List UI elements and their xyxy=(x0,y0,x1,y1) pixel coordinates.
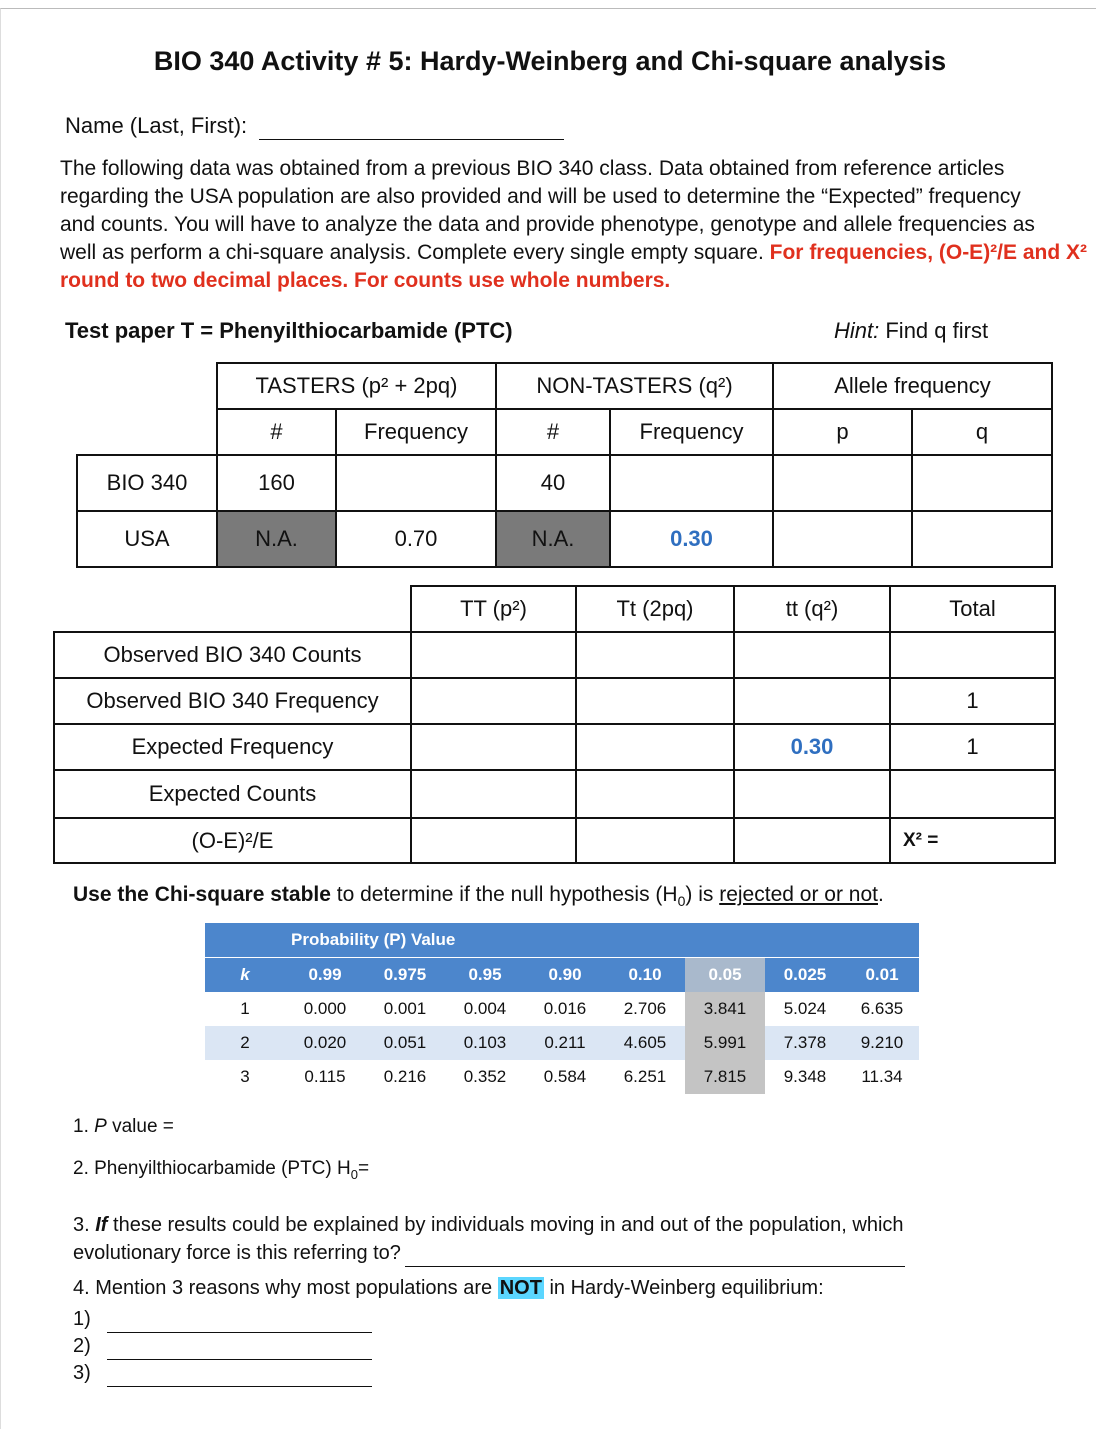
row-label-observed-counts: Observed BIO 340 Counts xyxy=(54,632,411,678)
p-value-header: 0.025 xyxy=(765,958,845,993)
test-paper-label: Test paper T = Phenyilthiocarbamide (PTC) xyxy=(65,318,513,343)
row-label-expected-counts: Expected Counts xyxy=(54,770,411,818)
expected-frequency-TT[interactable] xyxy=(411,724,576,770)
intro-line xyxy=(60,239,1090,267)
tasters-header: TASTERS (p² + 2pq) xyxy=(217,363,496,409)
question-4-text-end: in Hardy-Weinberg equilibrium: xyxy=(543,1277,824,1299)
p-value-header: 0.90 xyxy=(525,958,605,993)
chi-instruction-sub: 0 xyxy=(677,893,686,910)
row-label-bio340: BIO 340 xyxy=(77,455,217,511)
critical-value: 0.051 xyxy=(383,1033,427,1052)
hint xyxy=(834,318,988,344)
usa-tasters-count: N.A. xyxy=(217,511,336,567)
question-1-number: 1. xyxy=(73,1116,95,1137)
chi-instruction-text: to determine if the null hypothesis (H xyxy=(330,883,678,906)
p-value-header: 0.95 xyxy=(445,958,525,993)
intro-red-text: For frequencies, (O-E)²/E and X² xyxy=(769,241,1088,264)
chi-component-TT[interactable] xyxy=(411,818,576,863)
question-2 xyxy=(73,1158,369,1182)
tt-homozygous-dominant-header: TT (p²) xyxy=(411,586,576,632)
observed-frequency-tt[interactable] xyxy=(734,678,890,724)
observed-counts-total[interactable] xyxy=(890,632,1055,678)
critical-value: 0.103 xyxy=(463,1033,507,1052)
critical-value: 9.348 xyxy=(783,1067,827,1086)
q-header: q xyxy=(912,409,1052,455)
question-4-not-highlight: NOT xyxy=(499,1277,542,1299)
observed-counts-Tt[interactable] xyxy=(576,632,734,678)
probability-caption: Probability (P) Value xyxy=(285,923,919,958)
p-value-header: 0.99 xyxy=(285,958,365,993)
critical-value: 0.000 xyxy=(303,999,347,1018)
bio340-p-cell[interactable] xyxy=(773,455,912,511)
name-row xyxy=(65,112,564,140)
question-3-if: If xyxy=(95,1214,108,1236)
k-header: k xyxy=(205,958,285,993)
tasters-frequency-header: Frequency xyxy=(336,409,496,455)
allele-frequency-header: Allele frequency xyxy=(773,363,1052,409)
chi-instruction: Use the Chi-square stable to determine if the null hypothesis $(H_0)$ is rejected or or not. xyxy=(73,883,884,910)
question-1-text: value = xyxy=(106,1116,174,1137)
question-2-sub: 0 xyxy=(350,1166,358,1182)
critical-value: 0.004 xyxy=(463,999,507,1018)
intro-line: and counts. You will have to analyze the data and provide phenotype, genotype and allele frequencies as xyxy=(60,213,1035,236)
p-value-header: 0.975 xyxy=(365,958,445,993)
chi-component-tt[interactable] xyxy=(734,818,890,863)
intro-line: The following data was obtained from a previous BIO 340 class. Data obtained from reference articles xyxy=(60,157,1005,180)
critical-value: 0.584 xyxy=(543,1067,587,1086)
answer-line[interactable] xyxy=(107,1341,372,1360)
observed-counts-tt[interactable] xyxy=(734,632,890,678)
question-3-line-1 xyxy=(73,1211,1083,1239)
expected-counts-TT[interactable] xyxy=(411,770,576,818)
chi-instruction-bold: Use the Chi-square stable xyxy=(73,883,331,906)
bio340-non-tasters-frequency-cell[interactable] xyxy=(610,455,773,511)
observed-frequency-Tt[interactable] xyxy=(576,678,734,724)
name-label: Name (Last, First): xyxy=(65,113,248,138)
usa-non-tasters-frequency: 0.30 xyxy=(610,511,773,567)
observed-frequency-TT[interactable] xyxy=(411,678,576,724)
critical-value: 0.352 xyxy=(463,1067,507,1086)
intro-paragraph xyxy=(60,155,1090,295)
heterozygous-header: Tt (2pq) xyxy=(576,586,734,632)
critical-value: 6.635 xyxy=(860,999,904,1018)
chi-table-corner xyxy=(205,923,285,958)
question-3-text-2: evolutionary force is this referring to? xyxy=(73,1242,401,1264)
p-value-header: 0.10 xyxy=(605,958,685,993)
question-3-text: these results could be explained by individuals moving in and out of the population, which xyxy=(107,1214,904,1236)
expected-counts-total[interactable] xyxy=(890,770,1055,818)
name-field[interactable] xyxy=(259,117,564,140)
critical-value: 0.001 xyxy=(383,999,427,1018)
critical-value: 0.115 xyxy=(304,1067,346,1086)
bio340-non-tasters-count: 40 xyxy=(496,455,610,511)
question-4 xyxy=(73,1277,824,1300)
chi-instruction-underline: rejected or or not xyxy=(719,883,878,906)
usa-p-cell[interactable] xyxy=(773,511,912,567)
question-2-text: 2. Phenyilthiocarbamide (PTC) H xyxy=(73,1158,351,1179)
chi-component-Tt[interactable] xyxy=(576,818,734,863)
bio340-tasters-frequency-cell[interactable] xyxy=(336,455,496,511)
empty-corner xyxy=(54,586,411,632)
critical-value: 2.706 xyxy=(623,999,667,1018)
question-2-end: = xyxy=(357,1158,370,1179)
answer-number: 1) xyxy=(73,1308,91,1330)
question-4-list xyxy=(73,1306,372,1387)
non-tasters-header: NON-TASTERS (q²) xyxy=(496,363,773,409)
critical-value: 5.024 xyxy=(783,999,827,1018)
critical-value-highlighted: 3.841 xyxy=(685,992,765,1026)
answer-item xyxy=(73,1333,372,1360)
tt-homozygous-recessive-header: tt (q²) xyxy=(734,586,890,632)
total-header: Total xyxy=(890,586,1055,632)
critical-value: 0.216 xyxy=(383,1067,427,1086)
question-4-text: 4. Mention 3 reasons why most populations are xyxy=(73,1277,498,1299)
row-label-observed-frequency: Observed BIO 340 Frequency xyxy=(54,678,411,724)
intro-line-text: well as perform a chi-square analysis. Complete every single empty square. xyxy=(60,241,764,264)
question-3-number: 3. xyxy=(73,1214,96,1236)
critical-value: 7.378 xyxy=(783,1033,827,1052)
answer-item xyxy=(73,1306,372,1333)
expected-frequency-Tt[interactable] xyxy=(576,724,734,770)
p-value-header-critical: 0.05 xyxy=(685,958,765,993)
critical-value-highlighted: 7.815 xyxy=(685,1060,765,1094)
allele-frequency-table xyxy=(76,362,1053,568)
critical-value: 0.020 xyxy=(303,1033,347,1052)
empty-corner xyxy=(77,363,217,409)
expected-frequency-total: 1 xyxy=(890,724,1055,770)
critical-value: 0.016 xyxy=(543,999,587,1018)
row-label-chi-component: (O-E)²/E xyxy=(54,818,411,863)
question-3 xyxy=(73,1211,1083,1267)
chi-square-total[interactable]: X² = xyxy=(890,818,1055,863)
row-label-usa: USA xyxy=(77,511,217,567)
genotype-table xyxy=(53,585,1056,864)
observed-frequency-total: 1 xyxy=(890,678,1055,724)
critical-value: 9.210 xyxy=(860,1033,904,1052)
critical-value: 6.251 xyxy=(623,1067,667,1086)
page-title: BIO 340 Activity # 5: Hardy-Weinberg and Chi-square analysis xyxy=(153,46,947,76)
non-tasters-count-header: # xyxy=(496,409,610,455)
k-value: 1 xyxy=(240,999,250,1018)
question-1-p: P xyxy=(94,1116,107,1137)
answer-number: 3) xyxy=(73,1362,91,1384)
answer-line[interactable] xyxy=(107,1368,372,1387)
usa-non-tasters-count: N.A. xyxy=(496,511,610,567)
k-value: 2 xyxy=(240,1033,250,1052)
critical-value: 0.211 xyxy=(544,1033,586,1052)
critical-value: 11.34 xyxy=(861,1067,903,1086)
critical-value-highlighted: 5.991 xyxy=(685,1026,765,1060)
question-1 xyxy=(73,1116,174,1138)
empty-corner xyxy=(77,409,217,455)
p-value-header: 0.01 xyxy=(845,958,919,993)
bio340-q-cell[interactable] xyxy=(912,455,1052,511)
row-label-expected-frequency: Expected Frequency xyxy=(54,724,411,770)
chi-instruction-end: ) is xyxy=(685,883,720,906)
hint-label: Hint: xyxy=(834,318,880,343)
answer-item xyxy=(73,1360,372,1387)
non-tasters-frequency-header: Frequency xyxy=(610,409,773,455)
expected-counts-tt[interactable] xyxy=(734,770,890,818)
tasters-count-header: # xyxy=(217,409,336,455)
usa-tasters-frequency: 0.70 xyxy=(336,511,496,567)
bio340-tasters-count: 160 xyxy=(217,455,336,511)
k-value: 3 xyxy=(240,1067,250,1086)
chi-square-table xyxy=(205,923,919,1094)
intro-red-line: round to two decimal places. For counts use whole numbers. xyxy=(60,269,671,292)
intro-line: regarding the USA population are also provided and will be used to determine the “Expected” frequency xyxy=(60,185,1021,208)
hint-text: Find q first xyxy=(879,318,989,343)
expected-counts-Tt[interactable] xyxy=(576,770,734,818)
usa-q-cell[interactable] xyxy=(912,511,1052,567)
observed-counts-TT[interactable] xyxy=(411,632,576,678)
expected-frequency-tt: 0.30 xyxy=(734,724,890,770)
answer-line[interactable] xyxy=(107,1314,372,1333)
answer-number: 2) xyxy=(73,1335,91,1357)
question-3-line-2 xyxy=(73,1239,1083,1267)
critical-value: 4.605 xyxy=(623,1033,667,1052)
question-3-answer-line[interactable] xyxy=(405,1246,905,1267)
p-header: p xyxy=(773,409,912,455)
